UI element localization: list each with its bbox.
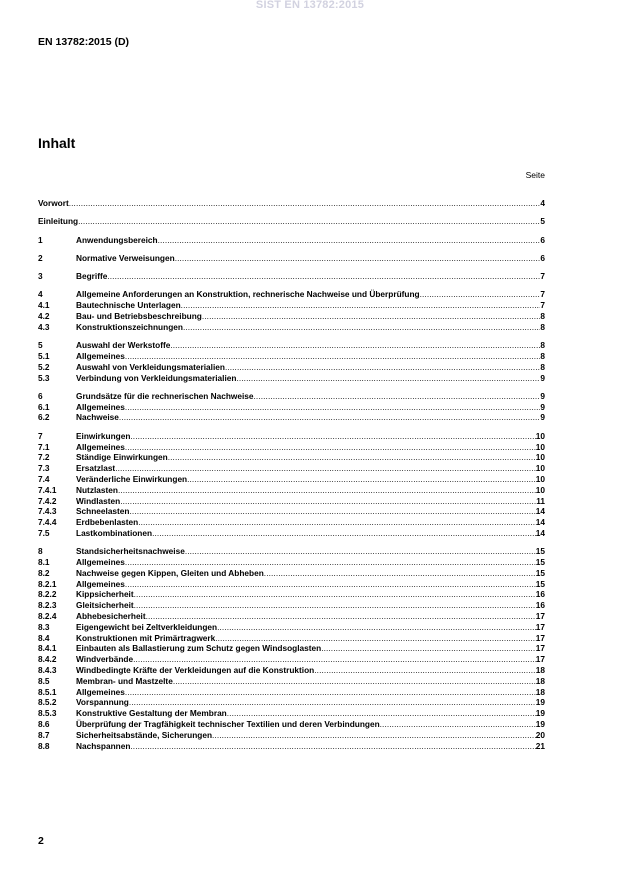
- toc-dot-leader: [212, 730, 536, 741]
- toc-entry-number: 8.5.3: [38, 708, 57, 719]
- toc-entry-page: 19: [535, 718, 545, 729]
- toc-entry-title: Windverbände: [76, 654, 134, 665]
- toc-entry-page: 17: [535, 611, 545, 621]
- toc-entry-page: 10: [535, 484, 545, 495]
- toc-entry-page: 10: [535, 441, 545, 452]
- toc-section: [38, 271, 545, 282]
- toc-entry-page: 10: [535, 430, 545, 441]
- toc-entry-page: 17: [535, 632, 545, 643]
- toc-dot-leader: [125, 442, 536, 453]
- toc-entry-number: 8.7: [38, 729, 50, 740]
- toc-entry-number: 7.4.4: [38, 517, 57, 528]
- toc-entry-number: 7.4.3: [38, 506, 57, 517]
- toc-entry-page: 20: [535, 729, 545, 740]
- toc-entry-number: 2: [38, 252, 43, 263]
- toc-entry[interactable]: [38, 362, 545, 373]
- toc-entry[interactable]: [38, 216, 545, 227]
- toc-dot-leader: [321, 643, 536, 654]
- toc-entry-number: 8.5.1: [38, 686, 57, 697]
- toc-entry-page: 15: [535, 557, 545, 568]
- toc-entry[interactable]: [38, 485, 545, 496]
- toc-dot-leader: [134, 600, 536, 611]
- toc-entry-number: 7.1: [38, 441, 50, 452]
- toc-entry-number: 8.4.2: [38, 654, 57, 665]
- toc-entry-title: Nachweise: [76, 412, 119, 423]
- toc-entry-page: 4: [540, 198, 545, 208]
- toc-dot-leader: [158, 235, 541, 246]
- toc-entry-title: Allgemeines: [76, 686, 125, 697]
- toc-entry[interactable]: [38, 300, 545, 311]
- toc-dot-leader: [420, 289, 541, 300]
- toc-entry-title: Konstruktive Gestaltung der Membran: [76, 708, 227, 719]
- toc-entry[interactable]: [38, 340, 545, 351]
- toc-entry-number: 4.1: [38, 300, 50, 311]
- toc-dot-leader: [225, 362, 540, 373]
- toc-entry-number: 5.1: [38, 350, 50, 361]
- toc-entry-title: Auswahl von Verkleidungsmaterialien: [76, 361, 225, 372]
- toc-dot-leader: [120, 496, 536, 507]
- toc-entry-page: 9: [540, 390, 545, 401]
- toc-entry-page: 16: [535, 600, 545, 611]
- toc-dot-leader: [380, 719, 536, 730]
- toc-entry-number: 7.4.2: [38, 495, 57, 506]
- toc-entry-page: 19: [535, 697, 545, 708]
- toc-entry-title: Allgemeines: [76, 578, 125, 589]
- toc-dot-leader: [118, 485, 536, 496]
- toc-entry[interactable]: [38, 271, 545, 282]
- toc-entry[interactable]: [38, 311, 545, 322]
- toc-entry[interactable]: [38, 568, 545, 579]
- toc-entry-title: Konstruktionszeichnungen: [76, 321, 183, 332]
- toc-entry-number: 8: [38, 546, 43, 557]
- toc-dot-leader: [119, 412, 540, 423]
- toc-entry-page: 18: [535, 664, 545, 675]
- toc-dot-leader: [215, 633, 536, 644]
- toc-entry-page: 10: [535, 463, 545, 474]
- toc-section: [38, 546, 545, 751]
- toc-dot-leader: [254, 391, 541, 402]
- toc-entry-title: Vorspannung: [76, 697, 129, 708]
- toc-entry[interactable]: [38, 351, 545, 362]
- toc-dot-leader: [264, 568, 536, 579]
- toc-dot-leader: [125, 579, 536, 590]
- toc-entry-title: Allgemeines: [76, 441, 125, 452]
- toc-entry[interactable]: [38, 528, 545, 539]
- document-id: EN 13782:2015 (D): [38, 36, 130, 48]
- toc-entry-page: 21: [535, 740, 545, 751]
- toc-entry-number: 7.5: [38, 527, 50, 538]
- toc-entry-title: Ständige Einwirkungen: [76, 452, 168, 463]
- toc-entry[interactable]: [38, 687, 545, 698]
- toc-dot-leader: [129, 697, 536, 708]
- toc-entry-page: 17: [535, 621, 545, 632]
- toc-dot-leader: [134, 589, 536, 600]
- toc-dot-leader: [125, 351, 540, 362]
- toc-entry[interactable]: [38, 517, 545, 528]
- toc-entry-page: 17: [535, 643, 545, 654]
- toc-entry[interactable]: [38, 589, 545, 600]
- toc-entry-title: Allgemeine Anforderungen an Konstruktion, rechnerische Nachweise und Überprüfung: [76, 289, 420, 300]
- toc-entry-page: 11: [536, 495, 545, 506]
- toc-entry-number: 5.2: [38, 361, 50, 372]
- toc-entry-title: Verbindung von Verkleidungsmaterialien: [76, 372, 237, 383]
- toc-section: [38, 340, 545, 383]
- toc-entry-title: Allgemeines: [76, 401, 125, 412]
- toc-entry-number: 6.2: [38, 412, 50, 423]
- toc-dot-leader: [187, 474, 536, 485]
- toc-entry-number: 5: [38, 340, 43, 351]
- toc-entry-title: Vorwort: [38, 198, 69, 208]
- toc-entry-title: Gleitsicherheit: [76, 600, 134, 611]
- toc-dot-leader: [227, 708, 536, 719]
- toc-entry-title: Bautechnische Unterlagen: [76, 300, 181, 311]
- toc-entry-page: 5: [540, 216, 545, 227]
- toc-entry[interactable]: [38, 708, 545, 719]
- toc-entry-title: Nutzlasten: [76, 484, 118, 495]
- page-number: 2: [38, 835, 44, 847]
- toc-entry-number: 6.1: [38, 401, 50, 412]
- toc-entry[interactable]: [38, 506, 545, 517]
- toc-entry-number: 8.4.1: [38, 643, 57, 654]
- toc-entry-page: 7: [540, 289, 545, 300]
- toc-entry-page: 9: [540, 401, 545, 412]
- toc-entry[interactable]: [38, 253, 545, 264]
- toc-entry-number: 7.2: [38, 452, 50, 463]
- toc-dot-leader: [107, 271, 540, 282]
- toc-dot-leader: [138, 517, 536, 528]
- toc-entry-page: 16: [535, 589, 545, 600]
- toc-entry-title: Kippsicherheit: [76, 589, 134, 600]
- page-column-label: Seite: [525, 170, 545, 180]
- toc-entry-page: 15: [535, 567, 545, 578]
- toc-entry-page: 6: [540, 234, 545, 245]
- toc-entry-number: 8.1: [38, 557, 50, 568]
- toc-entry-page: 19: [535, 708, 545, 719]
- toc-dot-leader: [236, 373, 540, 384]
- toc-dot-leader: [175, 253, 541, 264]
- toc-entry-title: Windbedingte Kräfte der Verkleidungen auf die Konstruktion: [76, 664, 315, 675]
- toc-entry[interactable]: [38, 643, 545, 654]
- toc-entry[interactable]: [38, 741, 545, 752]
- toc-dot-leader: [130, 431, 535, 442]
- toc-entry[interactable]: [38, 697, 545, 708]
- toc-entry-title: Veränderliche Einwirkungen: [76, 473, 188, 484]
- toc-entry[interactable]: [38, 412, 545, 423]
- toc-section: [38, 198, 545, 209]
- toc-entry[interactable]: [38, 611, 545, 622]
- toc-entry-title: Schneelasten: [76, 506, 130, 517]
- toc-entry-number: 8.5.2: [38, 697, 57, 708]
- toc-entry-title: Allgemeines: [76, 350, 125, 361]
- toc-dot-leader: [146, 611, 536, 622]
- toc-dot-leader: [115, 463, 536, 474]
- toc-entry-title: Ersatzlast: [76, 463, 116, 474]
- toc-entry-title: Lastkombinationen: [76, 527, 153, 538]
- toc-entry[interactable]: [38, 474, 545, 485]
- toc-entry-number: 8.4.3: [38, 664, 57, 675]
- toc-entry[interactable]: [38, 654, 545, 665]
- table-of-contents: [38, 198, 545, 759]
- toc-entry-number: 8.5: [38, 675, 50, 686]
- toc-entry-page: 7: [540, 300, 545, 311]
- toc-section: [38, 216, 545, 227]
- toc-dot-leader: [130, 506, 536, 517]
- toc-entry[interactable]: [38, 391, 545, 402]
- toc-entry[interactable]: [38, 289, 545, 300]
- toc-entry-number: 8.2.4: [38, 611, 57, 621]
- toc-entry-title: Abhebesicherheit: [76, 611, 146, 621]
- toc-entry-number: 6: [38, 390, 43, 401]
- toc-entry-page: 14: [535, 527, 545, 538]
- toc-dot-leader: [78, 216, 540, 227]
- toc-entry-page: 6: [540, 252, 545, 263]
- toc-entry-title: Sicherheitsabstände, Sicherungen: [76, 729, 213, 740]
- toc-entry-title: Anwendungsbereich: [76, 234, 158, 245]
- watermark: SIST EN 13782:2015: [255, 0, 365, 11]
- toc-dot-leader: [170, 340, 540, 351]
- toc-title: Inhalt: [38, 135, 76, 151]
- toc-entry[interactable]: [38, 402, 545, 413]
- toc-entry-page: 14: [535, 506, 545, 517]
- toc-entry-number: 7: [38, 430, 43, 441]
- toc-entry-number: 8.2: [38, 567, 50, 578]
- toc-entry[interactable]: [38, 557, 545, 568]
- toc-entry-number: 7.3: [38, 463, 50, 474]
- toc-section: [38, 431, 545, 539]
- toc-entry[interactable]: [38, 546, 545, 557]
- toc-entry-page: 8: [540, 311, 545, 322]
- toc-entry-number: 8.4: [38, 632, 50, 643]
- toc-entry-number: 8.8: [38, 740, 50, 751]
- toc-entry-number: 1: [38, 234, 43, 245]
- toc-dot-leader: [168, 452, 536, 463]
- toc-entry-title: Erdbebenlasten: [76, 517, 139, 528]
- toc-entry-page: 8: [540, 321, 545, 332]
- toc-dot-leader: [133, 654, 536, 665]
- toc-entry-title: Standsicherheitsnachweise: [76, 546, 185, 557]
- toc-entry-number: 8.3: [38, 621, 50, 632]
- toc-section: [38, 391, 545, 423]
- toc-entry-title: Nachweise gegen Kippen, Gleiten und Abheben: [76, 567, 264, 578]
- toc-entry-title: Windlasten: [76, 495, 121, 506]
- toc-entry-page: 17: [535, 654, 545, 665]
- toc-entry[interactable]: [38, 442, 545, 453]
- toc-entry[interactable]: [38, 719, 545, 730]
- toc-dot-leader: [181, 300, 541, 311]
- toc-entry-page: 8: [540, 361, 545, 372]
- toc-entry-title: Auswahl der Werkstoffe: [76, 340, 171, 351]
- toc-entry-title: Allgemeines: [76, 557, 125, 568]
- toc-entry-number: 7.4: [38, 473, 50, 484]
- toc-entry[interactable]: [38, 665, 545, 676]
- toc-section: [38, 253, 545, 264]
- toc-entry[interactable]: [38, 600, 545, 611]
- toc-entry[interactable]: [38, 633, 545, 644]
- toc-entry-title: Bau- und Betriebsbeschreibung: [76, 311, 202, 322]
- toc-entry-page: 7: [540, 271, 545, 282]
- toc-entry[interactable]: [38, 235, 545, 246]
- toc-section: [38, 289, 545, 332]
- toc-entry-page: 8: [540, 350, 545, 361]
- toc-entry-number: 7.4.1: [38, 484, 57, 495]
- toc-entry-number: 8.2.1: [38, 578, 57, 589]
- toc-entry-page: 10: [535, 452, 545, 463]
- toc-entry-page: 9: [540, 412, 545, 423]
- toc-entry-number: 8.2.2: [38, 589, 57, 600]
- toc-entry-page: 15: [535, 546, 545, 557]
- toc-entry[interactable]: [38, 463, 545, 474]
- toc-dot-leader: [202, 311, 541, 322]
- toc-entry-title: Membran- und Mastzelte: [76, 675, 173, 686]
- toc-dot-leader: [185, 546, 536, 557]
- toc-dot-leader: [125, 402, 540, 413]
- toc-entry-number: 4.2: [38, 311, 50, 322]
- toc-entry-page: 10: [535, 473, 545, 484]
- toc-entry-number: 4.3: [38, 321, 50, 332]
- toc-entry[interactable]: [38, 730, 545, 741]
- toc-entry-number: 3: [38, 271, 43, 282]
- toc-entry[interactable]: [38, 496, 545, 507]
- toc-entry-title: Einleitung: [38, 216, 79, 227]
- toc-entry-title: Einwirkungen: [76, 430, 131, 441]
- toc-entry-title: Konstruktionen mit Primärtragwerk: [76, 632, 216, 643]
- toc-entry-page: 8: [540, 340, 545, 351]
- toc-dot-leader: [173, 676, 536, 687]
- toc-entry-number: 5.3: [38, 372, 50, 383]
- toc-entry-title: Überprüfung der Tragfähigkeit technischer Textilien und deren Verbindungen: [76, 718, 380, 729]
- toc-entry-title: Einbauten als Ballastierung zum Schutz gegen Windsoglasten: [76, 643, 322, 654]
- toc-entry-title: Nachspannen: [76, 740, 131, 751]
- toc-dot-leader: [130, 741, 535, 752]
- toc-entry[interactable]: [38, 198, 545, 209]
- toc-section: [38, 235, 545, 246]
- toc-dot-leader: [183, 322, 540, 333]
- toc-entry-title: Begriffe: [76, 271, 108, 282]
- toc-entry-title: Eigengewicht bei Zeltverkleidungen: [76, 621, 218, 632]
- toc-entry-page: 18: [535, 686, 545, 697]
- toc-entry-page: 14: [535, 517, 545, 528]
- toc-dot-leader: [125, 687, 536, 698]
- toc-entry-number: 4: [38, 289, 43, 300]
- toc-dot-leader: [152, 528, 536, 539]
- toc-entry[interactable]: [38, 622, 545, 633]
- toc-entry-page: 18: [535, 675, 545, 686]
- toc-dot-leader: [217, 622, 536, 633]
- toc-entry-number: 8.2.3: [38, 600, 57, 611]
- toc-entry[interactable]: [38, 322, 545, 333]
- toc-dot-leader: [314, 665, 536, 676]
- toc-entry[interactable]: [38, 579, 545, 590]
- toc-entry[interactable]: [38, 431, 545, 442]
- toc-entry[interactable]: [38, 373, 545, 384]
- toc-entry[interactable]: [38, 452, 545, 463]
- toc-entry-title: Grundsätze für die rechnerischen Nachweise: [76, 390, 254, 401]
- toc-entry-page: 15: [535, 578, 545, 589]
- toc-dot-leader: [69, 198, 541, 209]
- toc-entry-title: Normative Verweisungen: [76, 252, 175, 263]
- toc-entry-number: 8.6: [38, 718, 50, 729]
- toc-entry-page: 9: [540, 372, 545, 383]
- toc-dot-leader: [125, 557, 536, 568]
- toc-entry[interactable]: [38, 676, 545, 687]
